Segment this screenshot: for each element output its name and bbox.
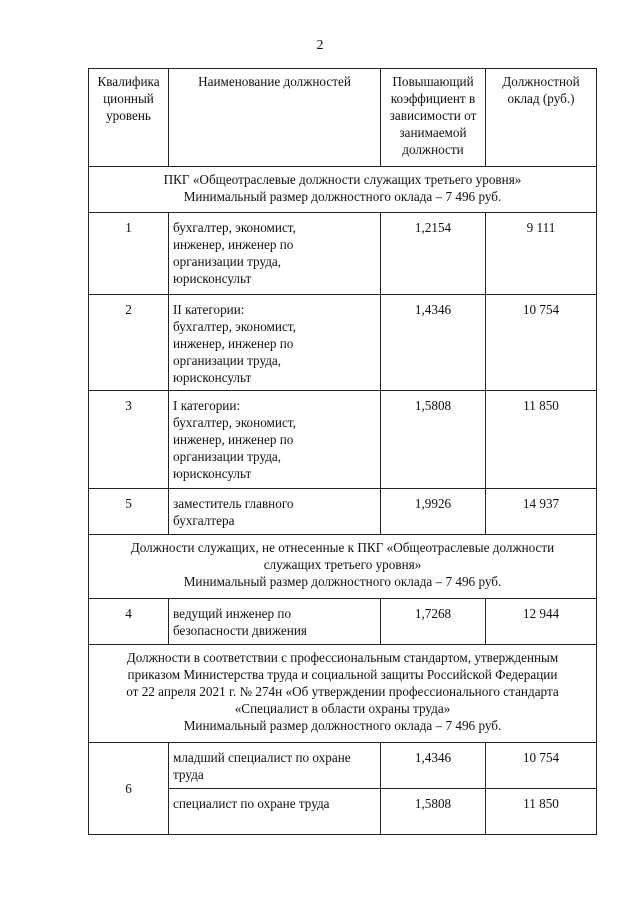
table-row	[89, 743, 597, 789]
section-title-row	[89, 535, 597, 599]
position-name-line: юрисконсульт	[173, 370, 252, 385]
section-title-row	[89, 167, 597, 213]
position-name-line: организации труда,	[173, 254, 282, 269]
level-cell-merged: 6	[89, 743, 169, 835]
header-salary: Должностной оклад (руб.)	[486, 69, 597, 167]
position-name-cell	[169, 489, 381, 535]
section-title-line: Должности в соответствии с профессиональным стандартом, утвержденным	[126, 650, 559, 665]
coefficient-cell: 1,4346	[381, 295, 486, 391]
position-name-line: безопасности движения	[173, 623, 307, 638]
level-cell: 4	[89, 599, 169, 645]
position-name-line: младший специалист по охране	[173, 750, 351, 765]
position-name-line: организации труда,	[173, 353, 282, 368]
salary-cell: 11 850	[486, 391, 597, 489]
section-title-line: «Специалист в области охраны труда»	[234, 701, 451, 716]
level-cell: 5	[89, 489, 169, 535]
salary-cell: 9 111	[486, 213, 597, 295]
section-title-line: приказом Министерства труда и социальной защиты Российской Федерации	[127, 667, 558, 682]
position-name-line: инженер, инженер по	[173, 432, 294, 447]
section-title-line: служащих третьего уровня»	[263, 557, 422, 572]
section-title	[89, 535, 597, 599]
salary-cell: 11 850	[486, 789, 597, 835]
coefficient-cell: 1,9926	[381, 489, 486, 535]
salary-cell: 10 754	[486, 295, 597, 391]
salary-cell: 10 754	[486, 743, 597, 789]
page-number: 2	[316, 38, 324, 53]
position-name-cell	[169, 599, 381, 645]
position-name-line: бухгалтер, экономист,	[173, 319, 296, 334]
section-title-line: Минимальный размер должностного оклада – 7 496 руб.	[183, 574, 502, 589]
section-title-line: от 22 апреля 2021 г. № 274н «Об утверждении профессионального стандарта	[126, 684, 559, 699]
level-cell: 1	[89, 213, 169, 295]
position-name-cell	[169, 743, 381, 789]
coefficient-cell: 1,4346	[381, 743, 486, 789]
table-row	[89, 599, 597, 645]
position-name-line: бухгалтер, экономист,	[173, 220, 296, 235]
coefficient-cell: 1,7268	[381, 599, 486, 645]
position-name-line: I категории:	[173, 398, 241, 413]
position-name-line: заместитель главного	[173, 496, 294, 511]
level-cell: 2	[89, 295, 169, 391]
table-row	[89, 391, 597, 489]
coefficient-cell: 1,5808	[381, 391, 486, 489]
coefficient-cell: 1,5808	[381, 789, 486, 835]
table-header-row	[89, 69, 597, 167]
section-title-row	[89, 645, 597, 743]
header-name: Наименование должностей	[169, 69, 381, 167]
level-cell: 3	[89, 391, 169, 489]
position-name-line: инженер, инженер по	[173, 237, 294, 252]
position-name-line: организации труда,	[173, 449, 282, 464]
coefficient-cell: 1,2154	[381, 213, 486, 295]
position-name-cell	[169, 213, 381, 295]
position-name-line: ведущий инженер по	[173, 606, 292, 621]
position-name-line: юрисконсульт	[173, 466, 252, 481]
position-name-cell	[169, 295, 381, 391]
position-name-line: инженер, инженер по	[173, 336, 294, 351]
section-title	[89, 645, 597, 743]
section-title-line: Минимальный размер должностного оклада – 7 496 руб.	[183, 718, 502, 733]
position-name-line: труда	[173, 767, 204, 782]
position-name-line: бухгалтер, экономист,	[173, 415, 296, 430]
position-name-line: специалист по охране труда	[173, 796, 330, 811]
position-name-line: юрисконсульт	[173, 271, 252, 286]
position-name-line: бухгалтера	[173, 513, 235, 528]
table-row	[89, 213, 597, 295]
table-row	[89, 489, 597, 535]
salary-cell: 14 937	[486, 489, 597, 535]
section-title-line: Должности служащих, не отнесенные к ПКГ «Общеотраслевые должности	[130, 540, 555, 555]
position-name-line: II категории:	[173, 302, 245, 317]
section-title-line: ПКГ «Общеотраслевые должности служащих третьего уровня»	[163, 172, 522, 187]
position-name-cell	[169, 789, 381, 835]
salary-table	[88, 68, 597, 835]
salary-cell: 12 944	[486, 599, 597, 645]
section-title	[89, 167, 597, 213]
table-row	[89, 295, 597, 391]
header-coefficient: Повышающий коэффициент в зависимости от занимаемой должности	[381, 69, 486, 167]
header-level: Квалифика ционный уровень	[89, 69, 169, 167]
position-name-cell	[169, 391, 381, 489]
section-title-line: Минимальный размер должностного оклада – 7 496 руб.	[183, 189, 502, 204]
